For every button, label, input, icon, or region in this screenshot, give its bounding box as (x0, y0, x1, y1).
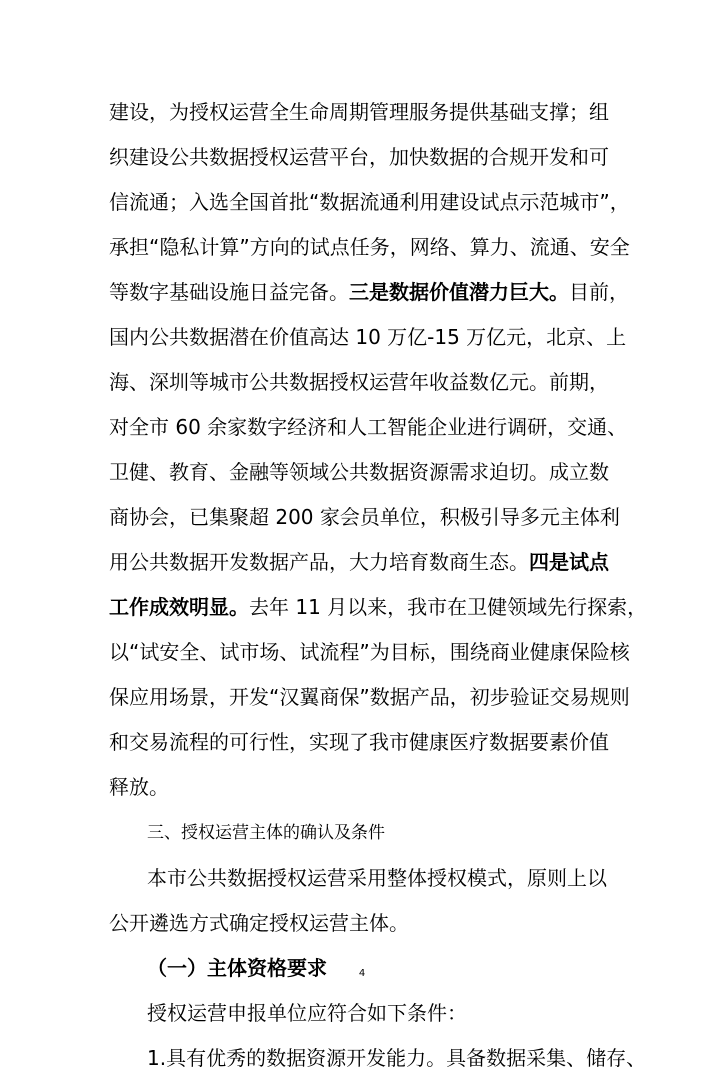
text-line (109, 270, 649, 315)
page-number: 4 (358, 968, 366, 979)
text-run: 用公共数据开发数据产品，大力培育数商生态。 (109, 550, 529, 574)
text-line: 和交易流程的可行性，实现了我市健康医疗数据要素价值 (109, 730, 609, 754)
text-run: 目前， (569, 280, 629, 304)
text-line: 本市公共数据授权运营采用整体授权模式，原则上以 (147, 866, 607, 890)
text-line (109, 585, 649, 630)
text-line: 卫健、教育、金融等领域公共数据资源需求迫切。成立数 (109, 460, 609, 484)
text-line: 信流通；入选全国首批“数据流通利用建设试点示范城市”， (109, 190, 630, 214)
text-line: 承担“隐私计算”方向的试点任务，网络、算力、流通、安全 (109, 235, 630, 259)
list-item: 1.具有优秀的数据资源开发能力。具备数据采集、储存、 (147, 1046, 647, 1070)
text-line (109, 540, 649, 585)
text-line: 授权运营申报单位应符合如下条件： (147, 1001, 467, 1025)
section-heading: 三、授权运营主体的确认及条件 (147, 823, 385, 843)
bold-highlight: 三是数据价值潜力巨大。 (349, 280, 569, 304)
text-run: 等数字基础设施日益完备。 (109, 280, 349, 304)
text-line: 释放。 (109, 775, 169, 799)
bold-highlight: 四是试点 (529, 550, 609, 574)
text-line: 海、深圳等城市公共数据授权运营年收益数亿元。前期， (109, 370, 609, 394)
text-line: 商协会，已集聚超 200 家会员单位，积极引导多元主体利 (109, 505, 620, 529)
text-line: 保应用场景，开发“汉翼商保”数据产品，初步验证交易规则 (109, 685, 630, 709)
text-run: 去年 11 月以来，我市在卫健领域先行探索， (249, 595, 648, 619)
text-line: 织建设公共数据授权运营平台，加快数据的合规开发和可 (109, 145, 609, 169)
body-text (109, 90, 649, 1081)
text-line: 国内公共数据潜在价值高达 10 万亿-15 万亿元，北京、上 (109, 325, 627, 349)
text-line: 建设，为授权运营全生命周期管理服务提供基础支撑；组 (109, 100, 609, 124)
text-line: 公开遴选方式确定授权运营主体。 (109, 911, 409, 935)
text-line: 对全市 60 余家数字经济和人工智能企业进行调研，交通、 (109, 415, 628, 439)
bold-highlight: 工作成效明显。 (109, 595, 249, 619)
text-line: 以“试安全、试市场、试流程”为目标，围绕商业健康保险核 (109, 640, 630, 664)
subsection-heading: （一）主体资格要求 (147, 956, 327, 980)
